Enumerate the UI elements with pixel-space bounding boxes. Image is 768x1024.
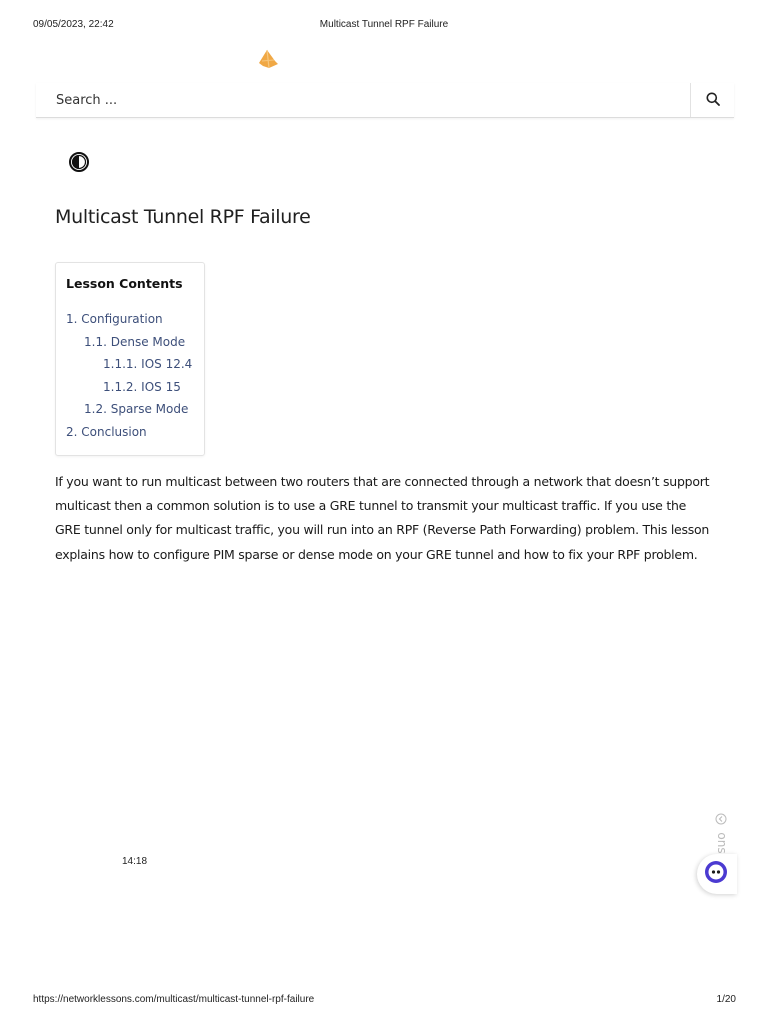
- toc-item: [66, 379, 204, 402]
- logo-icon[interactable]: [254, 46, 282, 74]
- search-bar: [36, 83, 734, 118]
- toc-link-dense-mode[interactable]: 1.1. Dense Mode: [84, 334, 186, 349]
- toc-link-ios-15[interactable]: 1.1.2. IOS 15: [103, 379, 181, 394]
- toc-link-conclusion[interactable]: 2. Conclusion: [66, 424, 147, 439]
- toc-link-configuration[interactable]: 1. Configuration: [66, 312, 163, 326]
- contrast-toggle-button[interactable]: [67, 150, 91, 174]
- side-tab-label[interactable]: ons: [715, 832, 729, 854]
- search-input[interactable]: [36, 83, 690, 117]
- print-title: Multicast Tunnel RPF Failure: [319, 19, 449, 30]
- chat-bot-icon: [704, 860, 728, 889]
- toc-item: [66, 356, 204, 379]
- print-url: https://networklessons.com/multicast/multicast-tunnel-rpf-failure: [33, 994, 315, 1005]
- toc-item: [66, 401, 204, 424]
- search-icon: [706, 92, 720, 109]
- search-button[interactable]: [690, 83, 734, 117]
- contrast-icon: [67, 161, 91, 178]
- toc-item: [66, 311, 204, 334]
- timer: 14:18: [122, 856, 148, 867]
- toc-item: [66, 424, 204, 447]
- intro-paragraph: If you want to run multicast between two routers that are connected through a network that doesn’t support multicast then a common solution is to use a GRE tunnel to transmit your multicast traffic. If you use the GRE tunnel only for multicast traffic, you will run into an RPF (Reverse Path Forwarding) problem. This lesson explains how to configure PIM sparse or dense mode on your GRE tunnel and how to fix your RPF problem.: [55, 474, 710, 562]
- toc-item: [66, 334, 204, 357]
- toc-link-sparse-mode[interactable]: 1.2. Sparse Mode: [84, 402, 189, 416]
- lesson-contents: [55, 262, 205, 456]
- print-page-number: 1/20: [716, 994, 736, 1005]
- lesson-contents-list: [66, 311, 204, 446]
- toc-link-ios-12-4[interactable]: 1.1.1. IOS 12.4: [103, 357, 193, 371]
- print-datetime: 09/05/2023, 22:42: [33, 19, 114, 30]
- chat-widget-button[interactable]: [697, 854, 737, 894]
- page-title: Multicast Tunnel RPF Failure: [55, 206, 311, 228]
- lesson-contents-heading: Lesson Contents: [66, 276, 183, 291]
